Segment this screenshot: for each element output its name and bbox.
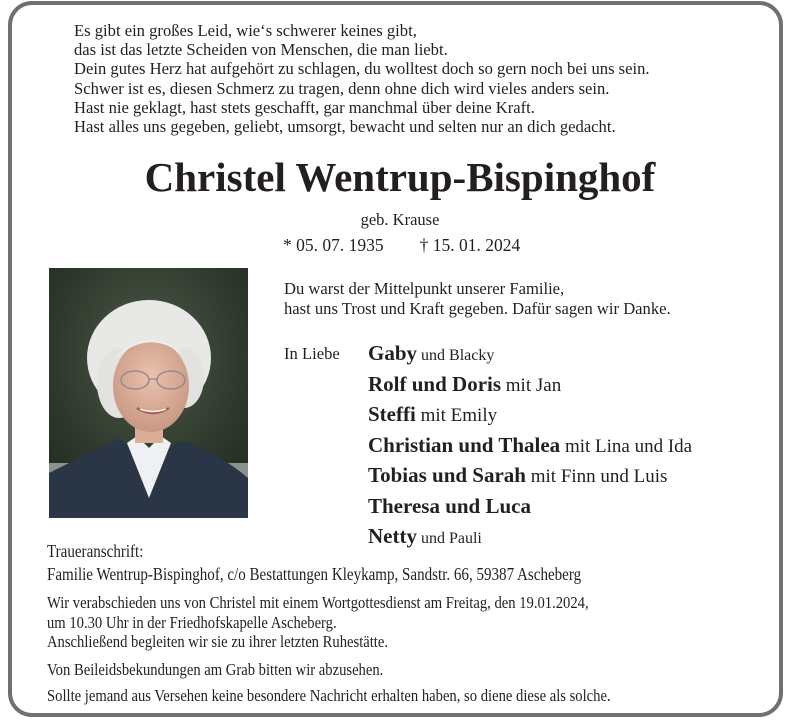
mourner-name: Gaby	[368, 341, 418, 365]
service-line: Anschließend begleiten wir sie zu ihrer letzten Ruhestätte.	[47, 632, 389, 651]
mourner-row	[368, 399, 692, 430]
mourner-name: Netty	[368, 524, 417, 548]
portrait-photo	[49, 268, 248, 518]
mourner-companion: und Pauli	[416, 530, 482, 547]
poem-line: Hast alles uns gegeben, geliebt, umsorgt, bewacht und selten nur an dich gedacht.	[74, 116, 616, 136]
poem-line: Es gibt ein großes Leid, wie‘s schwerer keines gibt,	[74, 21, 417, 40]
mourning-address: Familie Wentrup-Bispinghof, c/o Bestattungen Kleykamp, Sandstr. 66, 59387 Ascheberg	[47, 564, 582, 584]
mourner-name: Theresa und Luca	[368, 493, 531, 518]
mourner-name: Tobias und Sarah	[368, 463, 526, 487]
thanks-line: Du warst der Mittelpunkt unserer Familie,	[284, 279, 565, 298]
in-love-label: In Liebe	[284, 344, 340, 363]
mourner-row	[368, 491, 692, 522]
mourner-row	[368, 369, 692, 400]
service-line: um 10.30 Uhr in der Friedhofskapelle Ascheberg.	[47, 612, 337, 632]
portrait-illustration	[49, 268, 248, 518]
mourner-row	[368, 521, 692, 552]
thanks-message	[284, 279, 671, 319]
memorial-poem	[74, 21, 650, 136]
service-details	[47, 593, 589, 652]
poem-line: Hast nie geklagt, hast stets geschafft, gar manchmal über deine Kraft.	[74, 97, 535, 117]
mourner-companion: mit Lina und Ida	[560, 435, 693, 457]
mourner-companion: mit Finn und Luis	[525, 466, 668, 487]
maiden-name: geb. Krause	[360, 210, 440, 229]
death-date: † 15. 01. 2024	[419, 235, 521, 255]
birth-date: * 05. 07. 1935	[283, 235, 384, 255]
mourner-name: Steffi	[368, 402, 416, 426]
mourner-name: Christian und Thalea	[368, 432, 561, 457]
mourner-row	[368, 430, 692, 461]
notification-note: Sollte jemand aus Versehen keine besondere Nachricht erhalten haben, so diene diese als solche.	[47, 686, 611, 705]
poem-line: Schwer ist es, diesen Schmerz zu tragen, denn ohne dich wird vieles anders sein.	[74, 78, 610, 98]
mourner-companion: mit Jan	[501, 374, 562, 396]
mourner-companion: mit Emily	[415, 405, 498, 426]
condolences-note: Von Beileidsbekundungen am Grab bitten wir abzusehen.	[47, 660, 384, 679]
mourner-companion: und Blacky	[417, 347, 495, 364]
address-label: Traueranschrift:	[47, 541, 144, 561]
mourner-row	[368, 460, 692, 491]
mourner-row	[368, 338, 692, 369]
deceased-name: Christel Wentrup-Bispinghof	[144, 154, 656, 200]
mourners-list	[368, 338, 692, 552]
poem-line: das ist das letzte Scheiden von Menschen, die man liebt.	[74, 40, 448, 60]
poem-line: Dein gutes Herz hat aufgehört zu schlagen, du wolltest doch so gern noch bei uns sein.	[74, 59, 650, 79]
mourner-name: Rolf und Doris	[368, 371, 502, 396]
life-dates	[283, 235, 520, 256]
thanks-line: hast uns Trost und Kraft gegeben. Dafür sagen wir Danke.	[284, 299, 671, 318]
service-line: Wir verabschieden uns von Christel mit einem Wortgottesdienst am Freitag, den 19.01.2024,	[47, 593, 589, 612]
